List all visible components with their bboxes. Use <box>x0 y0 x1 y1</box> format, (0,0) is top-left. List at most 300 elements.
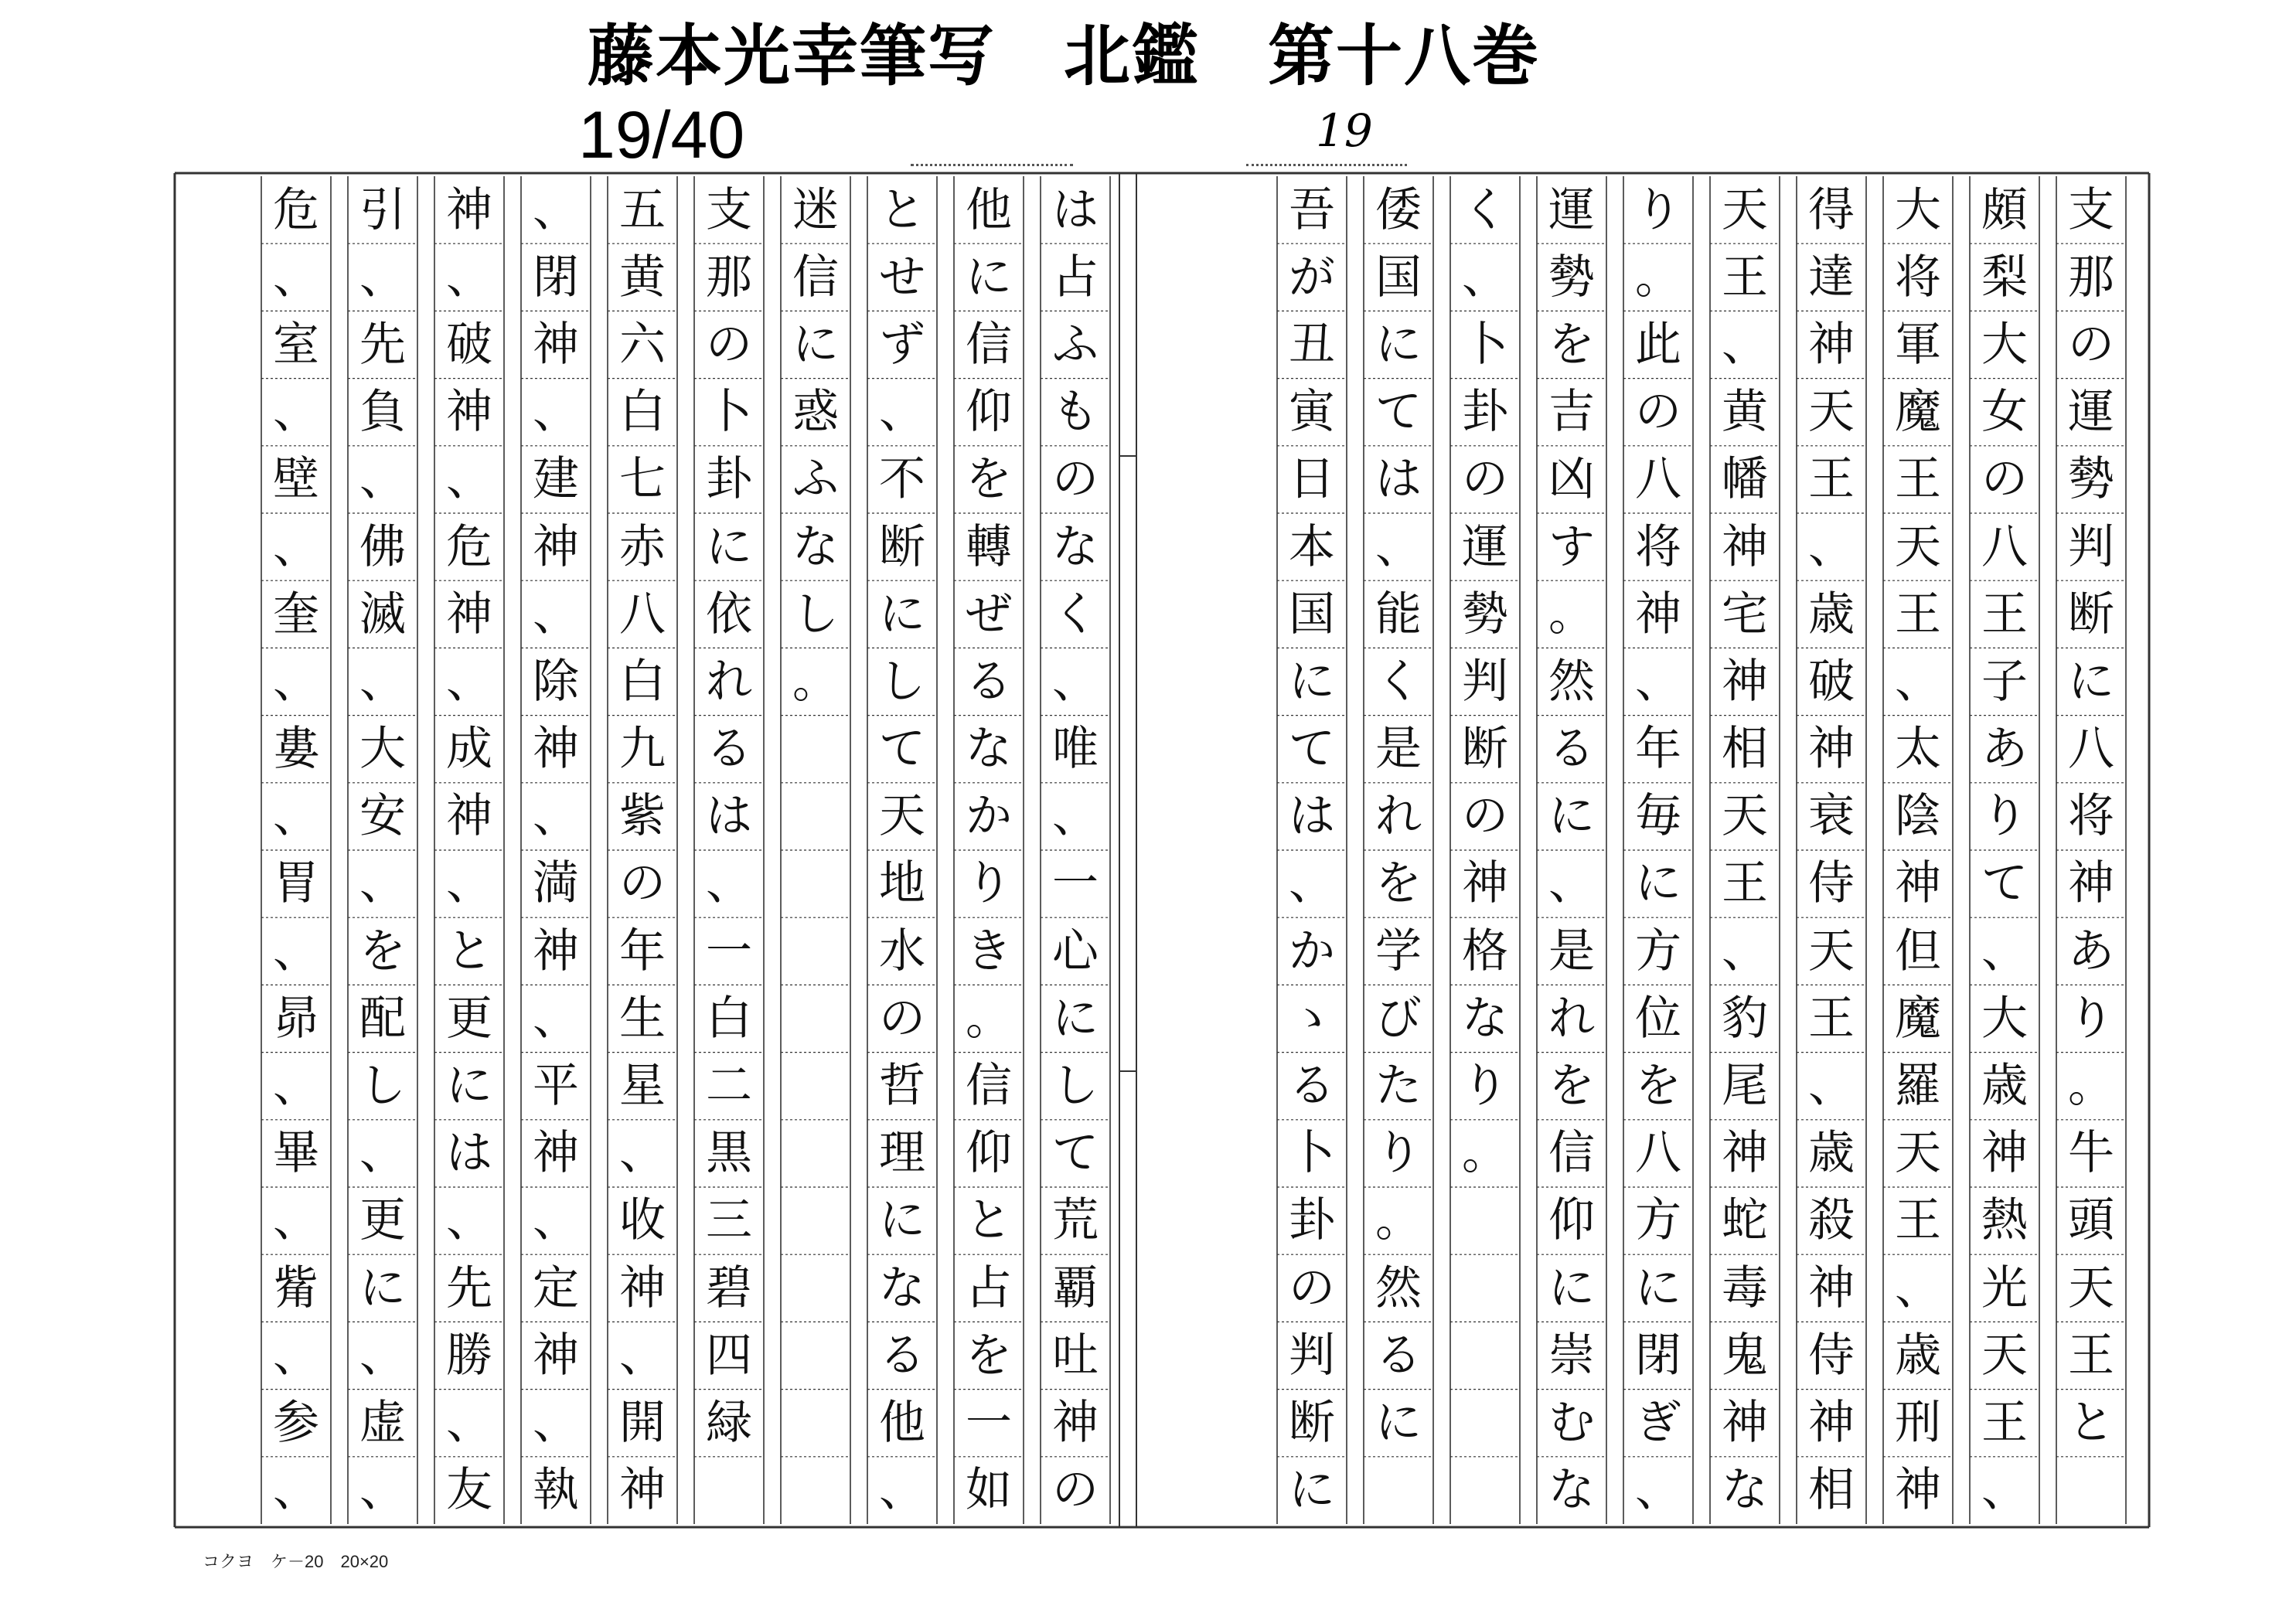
manuscript-cell: 成 <box>446 722 492 777</box>
manuscript-cell: 熱 <box>1981 1193 2028 1248</box>
manuscript-cell: 安 <box>359 789 406 844</box>
manuscript-cell: 勢 <box>1548 250 1595 305</box>
manuscript-cell: な <box>966 722 1012 777</box>
manuscript-cell: 、 <box>273 1328 319 1383</box>
manuscript-cell: 更 <box>446 991 492 1046</box>
manuscript-cell: 天 <box>2068 1261 2114 1315</box>
manuscript-cell: る <box>1548 722 1595 777</box>
manuscript-cell: に <box>1635 856 1681 911</box>
manuscript-cell: 神 <box>533 722 579 777</box>
page-number: 19/40 <box>578 98 745 172</box>
manuscript-column <box>954 176 1024 1524</box>
manuscript-cell: も <box>1052 385 1099 440</box>
manuscript-cell: を <box>1548 1059 1595 1114</box>
manuscript-cell: 軍 <box>1895 317 1941 372</box>
manuscript-cell: 、 <box>1722 924 1768 978</box>
manuscript-cell: 牛 <box>2068 1126 2114 1181</box>
manuscript-cell: 、 <box>1808 1059 1855 1114</box>
manuscript-cell: 、 <box>359 654 406 709</box>
manuscript-cell: 吐 <box>1052 1328 1099 1383</box>
manuscript-cell: 国 <box>1375 250 1422 305</box>
manuscript-cell: 他 <box>879 1395 925 1450</box>
manuscript-cell: に <box>2068 654 2114 709</box>
manuscript-cell: 、 <box>273 1059 319 1114</box>
manuscript-cell: 、 <box>533 385 579 440</box>
manuscript-cell: 年 <box>1635 722 1681 777</box>
manuscript-cell: 開 <box>619 1395 666 1450</box>
manuscript-cell: 神 <box>446 385 492 440</box>
manuscript-column <box>1537 176 1606 1524</box>
manuscript-cell: 荒 <box>1052 1193 1099 1248</box>
manuscript-cell: 方 <box>1635 1193 1681 1248</box>
manuscript-cell: 尾 <box>1722 1059 1768 1114</box>
manuscript-cell: 佛 <box>359 519 406 574</box>
manuscript-cell: 王 <box>1722 856 1768 911</box>
manuscript-cell: 。 <box>966 991 1012 1046</box>
manuscript-cell: り <box>1981 789 2028 844</box>
manuscript-cell: を <box>359 924 406 978</box>
manuscript-cell: 、 <box>273 385 319 440</box>
manuscript-cell: 除 <box>533 654 579 709</box>
manuscript-cell: 心 <box>1052 924 1099 978</box>
manuscript-cell: 地 <box>879 856 925 911</box>
manuscript-cell: 紫 <box>619 789 666 844</box>
manuscript-cell: 、 <box>273 250 319 305</box>
manuscript-cell: 、 <box>533 789 579 844</box>
manuscript-cell <box>2056 1457 2126 1524</box>
manuscript-cell: と <box>2068 1395 2114 1450</box>
manuscript-cell: 迷 <box>792 182 839 237</box>
manuscript-cell: 然 <box>1375 1261 1422 1315</box>
manuscript-cell: 、 <box>533 1193 579 1248</box>
manuscript-cell: の <box>706 317 752 372</box>
manuscript-cell <box>781 783 850 850</box>
manuscript-cell: 断 <box>879 519 925 574</box>
manuscript-cell: 危 <box>446 519 492 574</box>
manuscript-cell: 神 <box>1722 1395 1768 1450</box>
manuscript-cell: て <box>1981 856 2028 911</box>
manuscript-cell: 哲 <box>879 1059 925 1114</box>
document-title: 藤本光幸筆写 北鑑 第十八巻 <box>588 18 1540 95</box>
manuscript-cell: 、 <box>359 856 406 911</box>
manuscript-cell: 如 <box>966 1463 1012 1518</box>
manuscript-cell: て <box>1052 1126 1099 1181</box>
manuscript-cell: 凶 <box>1548 452 1595 507</box>
manuscript-cell: る <box>1375 1328 1422 1383</box>
manuscript-cell: な <box>1548 1463 1595 1518</box>
manuscript-cell: 神 <box>446 587 492 641</box>
manuscript-cell: は <box>446 1126 492 1181</box>
manuscript-cell: て <box>1375 385 1422 440</box>
manuscript-cell: 魔 <box>1895 385 1941 440</box>
manuscript-cell: 神 <box>1462 856 1508 911</box>
manuscript-cell: 魔 <box>1895 991 1941 1046</box>
manuscript-cell: 友 <box>446 1463 492 1518</box>
manuscript-cell: の <box>1052 1463 1099 1518</box>
manuscript-cell: 勢 <box>2068 452 2114 507</box>
manuscript-cell: 黒 <box>706 1126 752 1181</box>
manuscript-cell: 不 <box>879 452 925 507</box>
manuscript-cell: 生 <box>619 991 666 1046</box>
manuscript-cell: 白 <box>706 991 752 1046</box>
manuscript-cell: 、 <box>1808 519 1855 574</box>
manuscript-cell: き <box>966 924 1012 978</box>
manuscript-cell: 星 <box>619 1059 666 1114</box>
manuscript-cell: 胃 <box>273 856 319 911</box>
manuscript-cell: 殺 <box>1808 1193 1855 1248</box>
manuscript-cell: り <box>966 856 1012 911</box>
manuscript-cell: 相 <box>1722 722 1768 777</box>
manuscript-cell: 。 <box>1635 250 1681 305</box>
paper-brand-label: コクヨ ケ－20 20×20 <box>203 1552 389 1571</box>
manuscript-cell: 子 <box>1981 654 2028 709</box>
manuscript-cell <box>781 850 850 917</box>
manuscript-cell <box>781 1389 850 1456</box>
manuscript-cell: 婁 <box>273 722 319 777</box>
manuscript-cell: に <box>1052 991 1099 1046</box>
manuscript-cell: 侍 <box>1808 856 1855 911</box>
manuscript-cell: 王 <box>1981 1395 2028 1450</box>
manuscript-cell: か <box>966 789 1012 844</box>
manuscript-column <box>867 176 937 1524</box>
manuscript-cell: 、 <box>1981 1463 2028 1518</box>
manuscript-cell: 一 <box>966 1395 1012 1450</box>
manuscript-cell: 能 <box>1375 587 1422 641</box>
manuscript-cell: 判 <box>1462 654 1508 709</box>
manuscript-cell: 天 <box>1722 182 1768 237</box>
manuscript-cell: り <box>2068 991 2114 1046</box>
manuscript-cell: 、 <box>1052 789 1099 844</box>
manuscript-cell <box>1364 1457 1433 1524</box>
manuscript-cell: 、 <box>446 452 492 507</box>
manuscript-cell: 。 <box>1375 1193 1422 1248</box>
manuscript-cell: 頭 <box>2068 1193 2114 1248</box>
manuscript-cell: 配 <box>359 991 406 1046</box>
manuscript-cell: 衰 <box>1808 789 1855 844</box>
manuscript-cell: 平 <box>533 1059 579 1114</box>
manuscript-cell: る <box>879 1328 925 1383</box>
manuscript-cell: ふ <box>1052 317 1099 372</box>
manuscript-cell: 九 <box>619 722 666 777</box>
manuscript-cell: 天 <box>1808 385 1855 440</box>
manuscript-cell: に <box>446 1059 492 1114</box>
manuscript-column <box>2056 176 2126 1524</box>
manuscript-cell: 、 <box>273 924 319 978</box>
manuscript-cell: は <box>1052 182 1099 237</box>
manuscript-cell: 神 <box>619 1261 666 1315</box>
manuscript-cell: 七 <box>619 452 666 507</box>
manuscript-cell: 引 <box>359 182 406 237</box>
manuscript-cell: 神 <box>1635 587 1681 641</box>
manuscript-cell: と <box>879 182 925 237</box>
manuscript-cell: 天 <box>1808 924 1855 978</box>
manuscript-cell: 是 <box>1375 722 1422 777</box>
manuscript-cell: 先 <box>446 1261 492 1315</box>
manuscript-cell: 神 <box>1722 654 1768 709</box>
manuscript-cell: 、 <box>533 182 579 237</box>
manuscript-column <box>348 176 417 1524</box>
manuscript-cell: 神 <box>1981 1126 2028 1181</box>
manuscript-cell: 覇 <box>1052 1261 1099 1315</box>
manuscript-cell: 鬼 <box>1722 1328 1768 1383</box>
manuscript-cell: 神 <box>1808 722 1855 777</box>
manuscript-cell: 、 <box>359 250 406 305</box>
manuscript-cell: 将 <box>1635 519 1681 574</box>
manuscript-cell: 赤 <box>619 519 666 574</box>
manuscript-cell: 満 <box>533 856 579 911</box>
manuscript-cell: 将 <box>1895 250 1941 305</box>
manuscript-cell: 此 <box>1635 317 1681 372</box>
manuscript-cell: 断 <box>2068 587 2114 641</box>
manuscript-cell: 轉 <box>966 519 1012 574</box>
manuscript-cell: 頗 <box>1981 182 2028 237</box>
manuscript-cell: し <box>792 587 839 641</box>
manuscript-cell: 八 <box>2068 722 2114 777</box>
manuscript-cell: 虚 <box>359 1395 406 1450</box>
manuscript-cell: 神 <box>533 1328 579 1383</box>
manuscript-cell: 、 <box>1289 856 1335 911</box>
manuscript-cell: 得 <box>1808 182 1855 237</box>
manuscript-cell: 、 <box>273 1193 319 1248</box>
manuscript-cell: 八 <box>1981 519 2028 574</box>
manuscript-cell: 天 <box>1895 1126 1941 1181</box>
manuscript-cell: た <box>1375 1059 1422 1114</box>
manuscript-cell: 神 <box>533 924 579 978</box>
manuscript-cell: の <box>1981 452 2028 507</box>
manuscript-cell: 王 <box>1722 250 1768 305</box>
manuscript-column <box>1883 176 1953 1524</box>
manuscript-cell: の <box>1052 452 1099 507</box>
manuscript-cell: 王 <box>1895 587 1941 641</box>
manuscript-cell: の <box>1289 1261 1335 1315</box>
manuscript-cell <box>781 1120 850 1187</box>
manuscript-cell: す <box>1548 519 1595 574</box>
manuscript-cell: の <box>619 856 666 911</box>
manuscript-cell: む <box>1548 1395 1595 1450</box>
manuscript-cell <box>1450 1457 1520 1524</box>
manuscript-cell: 破 <box>1808 654 1855 709</box>
manuscript-cell: し <box>1052 1059 1099 1114</box>
manuscript-cell: 崇 <box>1548 1328 1595 1383</box>
manuscript-cell: 、 <box>359 1463 406 1518</box>
manuscript-cell: 歳 <box>1808 1126 1855 1181</box>
manuscript-column <box>1797 176 1866 1524</box>
manuscript-cell: 然 <box>1548 654 1595 709</box>
manuscript-column <box>608 176 677 1524</box>
manuscript-cell: 、 <box>879 1463 925 1518</box>
manuscript-column <box>1623 176 1693 1524</box>
manuscript-cell: 、 <box>273 654 319 709</box>
manuscript-cell: に <box>706 519 752 574</box>
manuscript-cell: 王 <box>2068 1328 2114 1383</box>
manuscript-cell: な <box>1052 519 1099 574</box>
manuscript-cell: 寅 <box>1289 385 1335 440</box>
manuscript-cell: 大 <box>1895 182 1941 237</box>
manuscript-cell: 天 <box>879 789 925 844</box>
manuscript-cell: 。 <box>1548 587 1595 641</box>
manuscript-cell: に <box>879 1193 925 1248</box>
manuscript-cell <box>781 1052 850 1119</box>
manuscript-column <box>521 176 591 1524</box>
manuscript-cell: る <box>966 654 1012 709</box>
manuscript-cell: 那 <box>706 250 752 305</box>
manuscript-cell: 。 <box>1462 1126 1508 1181</box>
manuscript-cell: ず <box>879 317 925 372</box>
manuscript-cell: 滅 <box>359 587 406 641</box>
manuscript-cell: 、 <box>1548 856 1595 911</box>
manuscript-cell: 、 <box>533 991 579 1046</box>
manuscript-cell: 運 <box>1548 182 1595 237</box>
manuscript-cell: を <box>1375 856 1422 911</box>
manuscript-cell: 黄 <box>1722 385 1768 440</box>
manuscript-cell: 丑 <box>1289 317 1335 372</box>
manuscript-cell: 卜 <box>706 385 752 440</box>
manuscript-cell: を <box>966 1328 1012 1383</box>
manuscript-cell: 閉 <box>1635 1328 1681 1383</box>
manuscript-cell: 白 <box>619 385 666 440</box>
manuscript-cell: 奎 <box>273 587 319 641</box>
manuscript-cell: 緑 <box>706 1395 752 1450</box>
manuscript-cell: 仰 <box>966 1126 1012 1181</box>
manuscript-cell: の <box>1462 452 1508 507</box>
manuscript-cell: 六 <box>619 317 666 372</box>
sheet-number: 19 <box>1316 104 1373 157</box>
manuscript-cell: 一 <box>706 924 752 978</box>
manuscript-cell: 、 <box>1895 1261 1941 1315</box>
manuscript-cell: 信 <box>966 1059 1012 1114</box>
manuscript-cell: 卦 <box>706 452 752 507</box>
manuscript-cell: 信 <box>1548 1126 1595 1181</box>
manuscript-cell: 卜 <box>1462 317 1508 372</box>
manuscript-cell: あ <box>1981 722 2028 777</box>
manuscript-cell: 仰 <box>966 385 1012 440</box>
manuscript-cell: 二 <box>706 1059 752 1114</box>
manuscript-cell: を <box>1548 317 1595 372</box>
manuscript-cell: 方 <box>1635 924 1681 978</box>
manuscript-cell: 大 <box>1981 991 2028 1046</box>
manuscript-cell <box>781 1457 850 1524</box>
manuscript-cell: 、 <box>1635 1463 1681 1518</box>
manuscript-cell: 毎 <box>1635 789 1681 844</box>
manuscript-cell: 八 <box>1635 452 1681 507</box>
manuscript-cell: の <box>2068 317 2114 372</box>
manuscript-column <box>1041 176 1110 1524</box>
manuscript-cell: 支 <box>706 182 752 237</box>
manuscript-cell: に <box>1289 654 1335 709</box>
manuscript-cell: 先 <box>359 317 406 372</box>
manuscript-cell: 神 <box>533 519 579 574</box>
manuscript-cell: 神 <box>619 1463 666 1518</box>
manuscript-cell: 吉 <box>1548 385 1595 440</box>
manuscript-cell: 神 <box>1808 1395 1855 1450</box>
manuscript-cell: に <box>1375 1395 1422 1450</box>
manuscript-cell: が <box>1289 250 1335 305</box>
manuscript-cell <box>1450 1254 1520 1322</box>
manuscript-cell: 但 <box>1895 924 1941 978</box>
manuscript-cell: 判 <box>2068 519 2114 574</box>
manuscript-cell: 王 <box>1808 991 1855 1046</box>
manuscript-cell: と <box>966 1193 1012 1248</box>
manuscript-cell: ぎ <box>1635 1395 1681 1450</box>
manuscript-column <box>1450 176 1520 1524</box>
manuscript-cell: 占 <box>966 1261 1012 1315</box>
manuscript-cell: れ <box>1548 991 1595 1046</box>
manuscript-cell: 唯 <box>1052 722 1099 777</box>
manuscript-cell: 觜 <box>273 1261 319 1315</box>
manuscript-cell: は <box>1289 789 1335 844</box>
manuscript-cell: し <box>879 654 925 709</box>
manuscript-cell: 收 <box>619 1193 666 1248</box>
manuscript-cell: 位 <box>1635 991 1681 1046</box>
manuscript-cell: 大 <box>359 722 406 777</box>
manuscript-cell <box>781 716 850 783</box>
manuscript-cell: 陰 <box>1895 789 1941 844</box>
manuscript-cell: 本 <box>1289 519 1335 574</box>
manuscript-cell: の <box>879 991 925 1046</box>
manuscript-cell: 閉 <box>533 250 579 305</box>
manuscript-cell: 吾 <box>1289 182 1335 237</box>
manuscript-cell: に <box>1289 1463 1335 1518</box>
manuscript-cell: 、 <box>619 1328 666 1383</box>
manuscript-cell: 、 <box>1052 654 1099 709</box>
manuscript-cell: 、 <box>359 452 406 507</box>
manuscript-cell: か <box>1289 924 1335 978</box>
manuscript-cell: 更 <box>359 1193 406 1248</box>
manuscript-cell: の <box>1635 385 1681 440</box>
manuscript-cell: の <box>1462 789 1508 844</box>
manuscript-cell: 神 <box>1722 519 1768 574</box>
manuscript-cell: 倭 <box>1375 182 1422 237</box>
manuscript-cell <box>1450 1322 1520 1389</box>
manuscript-cell: 、 <box>1981 924 2028 978</box>
manuscript-cell: 五 <box>619 182 666 237</box>
manuscript-cell: 女 <box>1981 385 2028 440</box>
manuscript-cell: 破 <box>446 317 492 372</box>
manuscript-cell: と <box>446 924 492 978</box>
manuscript-cell: 参 <box>273 1395 319 1450</box>
manuscript-cell: 神 <box>1052 1395 1099 1450</box>
manuscript-cell: び <box>1375 991 1422 1046</box>
manuscript-cell: 蛇 <box>1722 1193 1768 1248</box>
manuscript-cell: れ <box>1375 789 1422 844</box>
manuscript-cell: 達 <box>1808 250 1855 305</box>
manuscript-cell: 。 <box>2068 1059 2114 1114</box>
manuscript-cell: り <box>1375 1126 1422 1181</box>
manuscript-cell: 年 <box>619 924 666 978</box>
manuscript-cell: 八 <box>619 587 666 641</box>
manuscript-cell: 神 <box>1808 1261 1855 1315</box>
manuscript-cell <box>781 1254 850 1322</box>
manuscript-cell: て <box>879 722 925 777</box>
manuscript-cell: 卦 <box>1289 1193 1335 1248</box>
manuscript-cell: 、 <box>446 1395 492 1450</box>
manuscript-cell: 、 <box>273 519 319 574</box>
manuscript-cell: 。 <box>792 654 839 709</box>
manuscript-cell: ぜ <box>966 587 1012 641</box>
manuscript-cell: 卦 <box>1462 385 1508 440</box>
manuscript-cell: に <box>359 1261 406 1315</box>
manuscript-cell: 壁 <box>273 452 319 507</box>
manuscript-cell: 王 <box>1981 587 2028 641</box>
manuscript-cell: せ <box>879 250 925 305</box>
manuscript-cell: 、 <box>533 1395 579 1450</box>
manuscript-cell: 運 <box>2068 385 2114 440</box>
manuscript-cell: に <box>1375 317 1422 372</box>
manuscript-cell: 碧 <box>706 1261 752 1315</box>
manuscript-cell: 歳 <box>1981 1059 2028 1114</box>
manuscript-cell: 那 <box>2068 250 2114 305</box>
manuscript-cell: 豹 <box>1722 991 1768 1046</box>
